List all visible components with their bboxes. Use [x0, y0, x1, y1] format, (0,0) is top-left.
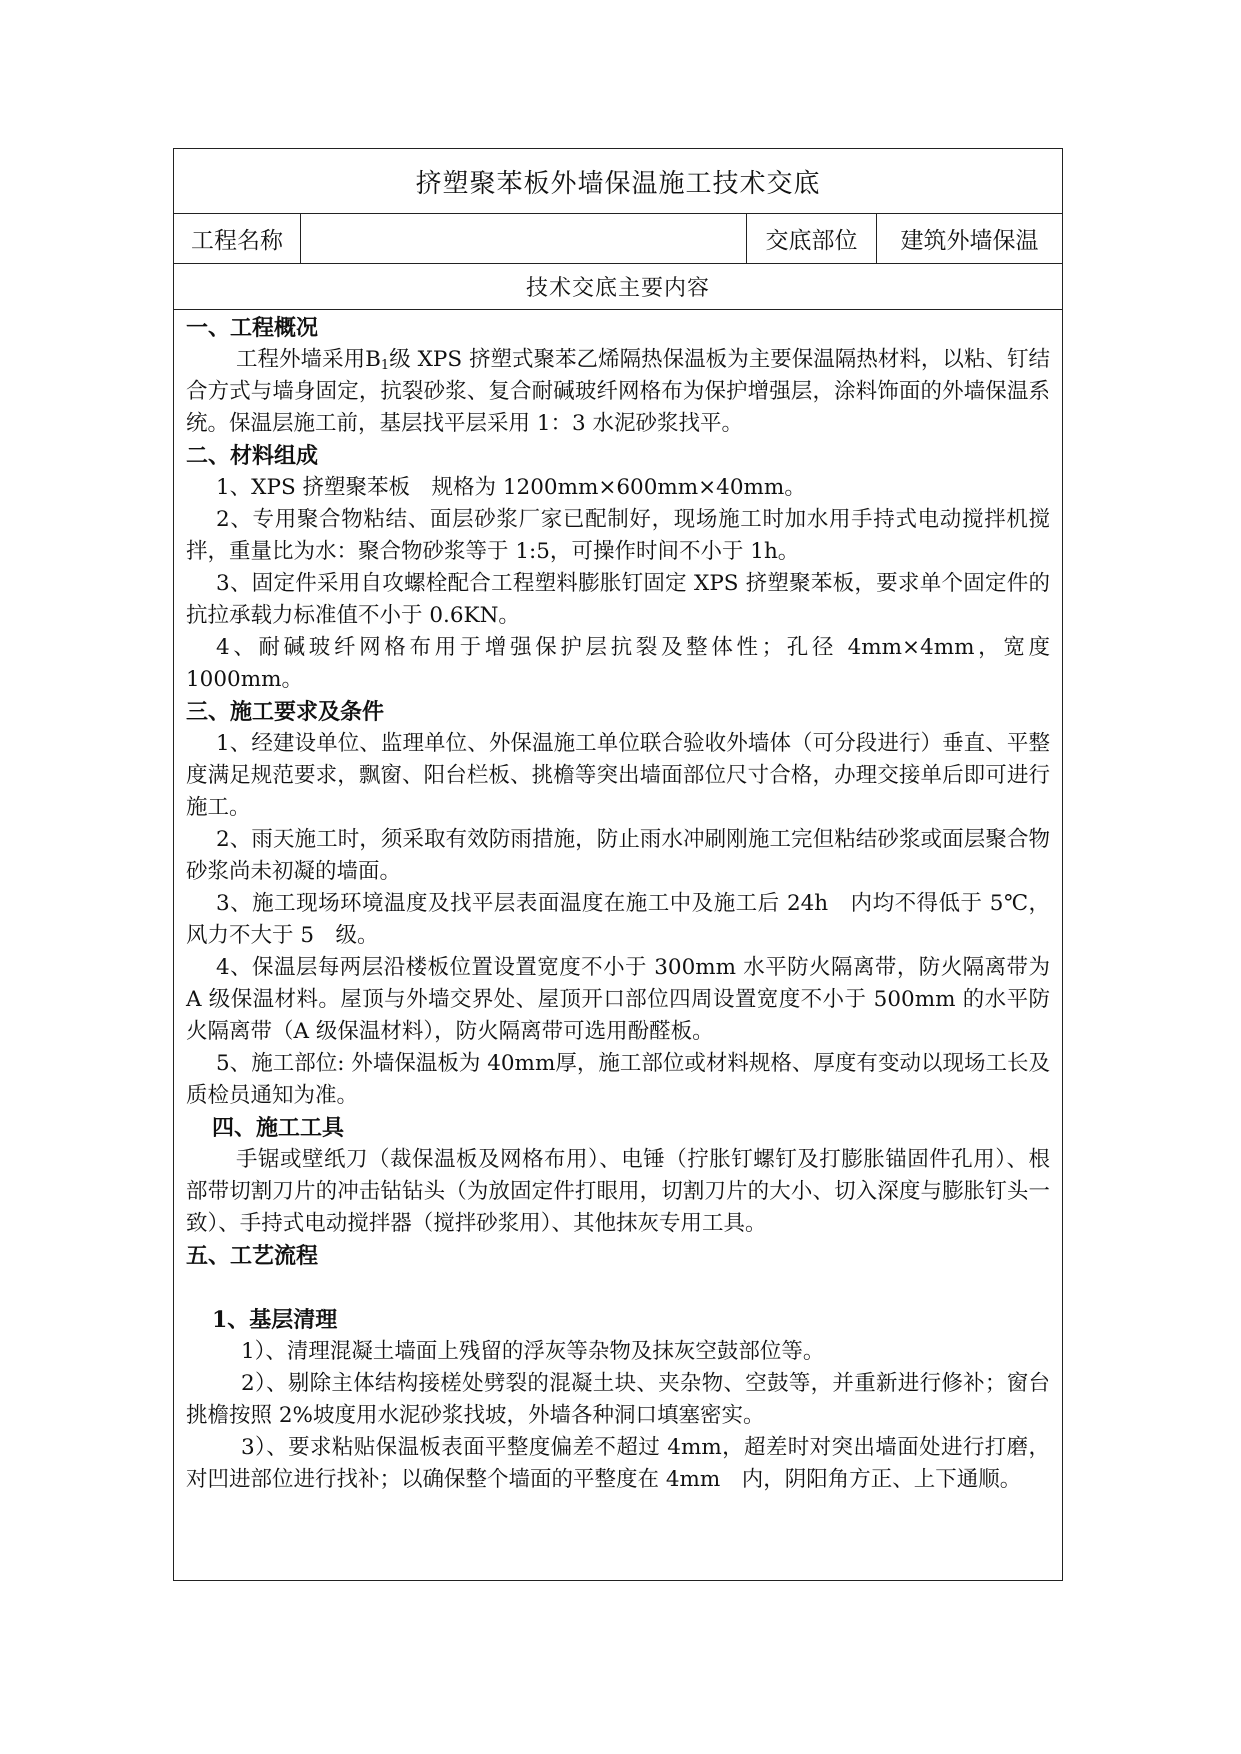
project-name-value: [301, 214, 747, 263]
section-5-subheading: 1、基层清理: [212, 1307, 338, 1333]
section-3-item: 2、雨天施工时，须采取有效防雨措施，防止雨水冲刷刚施工完但粘结砂浆或面层聚合物砂浆尚未初凝的墙面。: [186, 827, 1050, 884]
section-2-item: 3、固定件采用自攻螺栓配合工程塑料膨胀钉固定 XPS 挤塑聚苯板，要求单个固定件的抗拉承载力标准值不小于 0.6KN。: [186, 571, 1050, 628]
section-5-item: 1）、清理混凝土墙面上残留的浮灰等杂物及抹灰空鼓部位等。: [241, 1339, 825, 1364]
section-3-item: 5、施工部位: 外墙保温板为 40mm厚，施工部位或材料规格、厚度有变动以现场工长及质检员通知为准。: [186, 1051, 1050, 1108]
section-3-item: 4、保温层每两层沿楼板位置设置宽度不小于 300mm 水平防火隔离带，防火隔离带为 A 级保温材料。屋顶与外墙交界处、屋顶开口部位四周设置宽度不小于 500mm 的水平防火隔离带（A 级保温材料），防火隔离带可选用酚醛板。: [186, 955, 1050, 1044]
content-header: 技术交底主要内容: [174, 264, 1062, 310]
section-3-item: 3、施工现场环境温度及找平层表面温度在施工中及施工后 24h 内均不得低于 5℃，风力不大于 5 级。: [186, 891, 1050, 948]
section-2-item: 1、XPS 挤塑聚苯板 规格为 1200mm×600mm×40mm。: [216, 475, 806, 500]
section-1-text-b: 级 XPS 挤塑式聚苯乙烯隔热保温板为主要保温隔热材料，以粘、钉结合方式与墙身固定，抗裂砂浆、复合耐碱玻纤网格布为保护增强层，涂料饰面的外墙保温系统。保温层施工前，基层找平层采用 1：3 水泥砂浆找平。: [186, 347, 1050, 436]
section-5-heading: 五、工艺流程: [186, 1243, 319, 1269]
section-1-text-a: 工程外墙采用B: [236, 347, 381, 372]
section-3-heading: 三、施工要求及条件: [186, 699, 385, 725]
project-name-label: 工程名称: [174, 214, 301, 263]
section-4-text: 手锯或壁纸刀（裁保温板及网格布用）、电锤（拧胀钉螺钉及打膨胀锚固件孔用）、根部带切割刀片的冲击钻钻头（为放固定件打眼用，切割刀片的大小、切入深度与膨胀钉头一致）、手持式电动搅拌器（搅拌砂浆用）、其他抹灰专用工具。: [186, 1147, 1050, 1236]
content-body: [186, 312, 1050, 1496]
section-2-heading: 二、材料组成: [186, 443, 319, 469]
form-title: 挤塑聚苯板外墙保温施工技术交底: [174, 149, 1062, 214]
spacer: [186, 1272, 1050, 1304]
section-2-item: 2、专用聚合物粘结、面层砂浆厂家已配制好，现场施工时加水用手持式电动搅拌机搅拌，重量比为水：聚合物砂浆等于 1:5，可操作时间不小于 1h。: [186, 507, 1050, 564]
section-5-item: 2）、剔除主体结构接槎处劈裂的混凝土块、夹杂物、空鼓等，并重新进行修补；窗台挑檐按照 2%坡度用水泥砂浆找坡，外墙各种洞口填塞密实。: [186, 1371, 1050, 1428]
section-3-item: 1、经建设单位、监理单位、外保温施工单位联合验收外墙体（可分段进行）垂直、平整度满足规范要求，飘窗、阳台栏板、挑檐等突出墙面部位尺寸合格，办理交接单后即可进行施工。: [186, 731, 1050, 820]
section-4-heading: 四、施工工具: [212, 1115, 345, 1141]
section-1-heading: 一、工程概况: [186, 315, 319, 341]
section-2-item: 4、耐碱玻纤网格布用于增强保护层抗裂及整体性；孔径 4mm×4mm，宽度 1000mm。: [186, 635, 1050, 692]
location-label: 交底部位: [747, 214, 877, 263]
info-row: [174, 214, 1062, 264]
section-5-item: 3）、要求粘贴保温板表面平整度偏差不超过 4mm，超差时对突出墙面处进行打磨，对凹进部位进行找补；以确保整个墙面的平整度在 4mm 内，阴阳角方正、上下通顺。: [186, 1435, 1050, 1492]
section-1-paragraph: [186, 344, 1050, 440]
disclosure-form: [173, 148, 1063, 1581]
location-value: 建筑外墙保温: [900, 228, 1039, 254]
section-1-subscript: 1: [380, 358, 390, 373]
